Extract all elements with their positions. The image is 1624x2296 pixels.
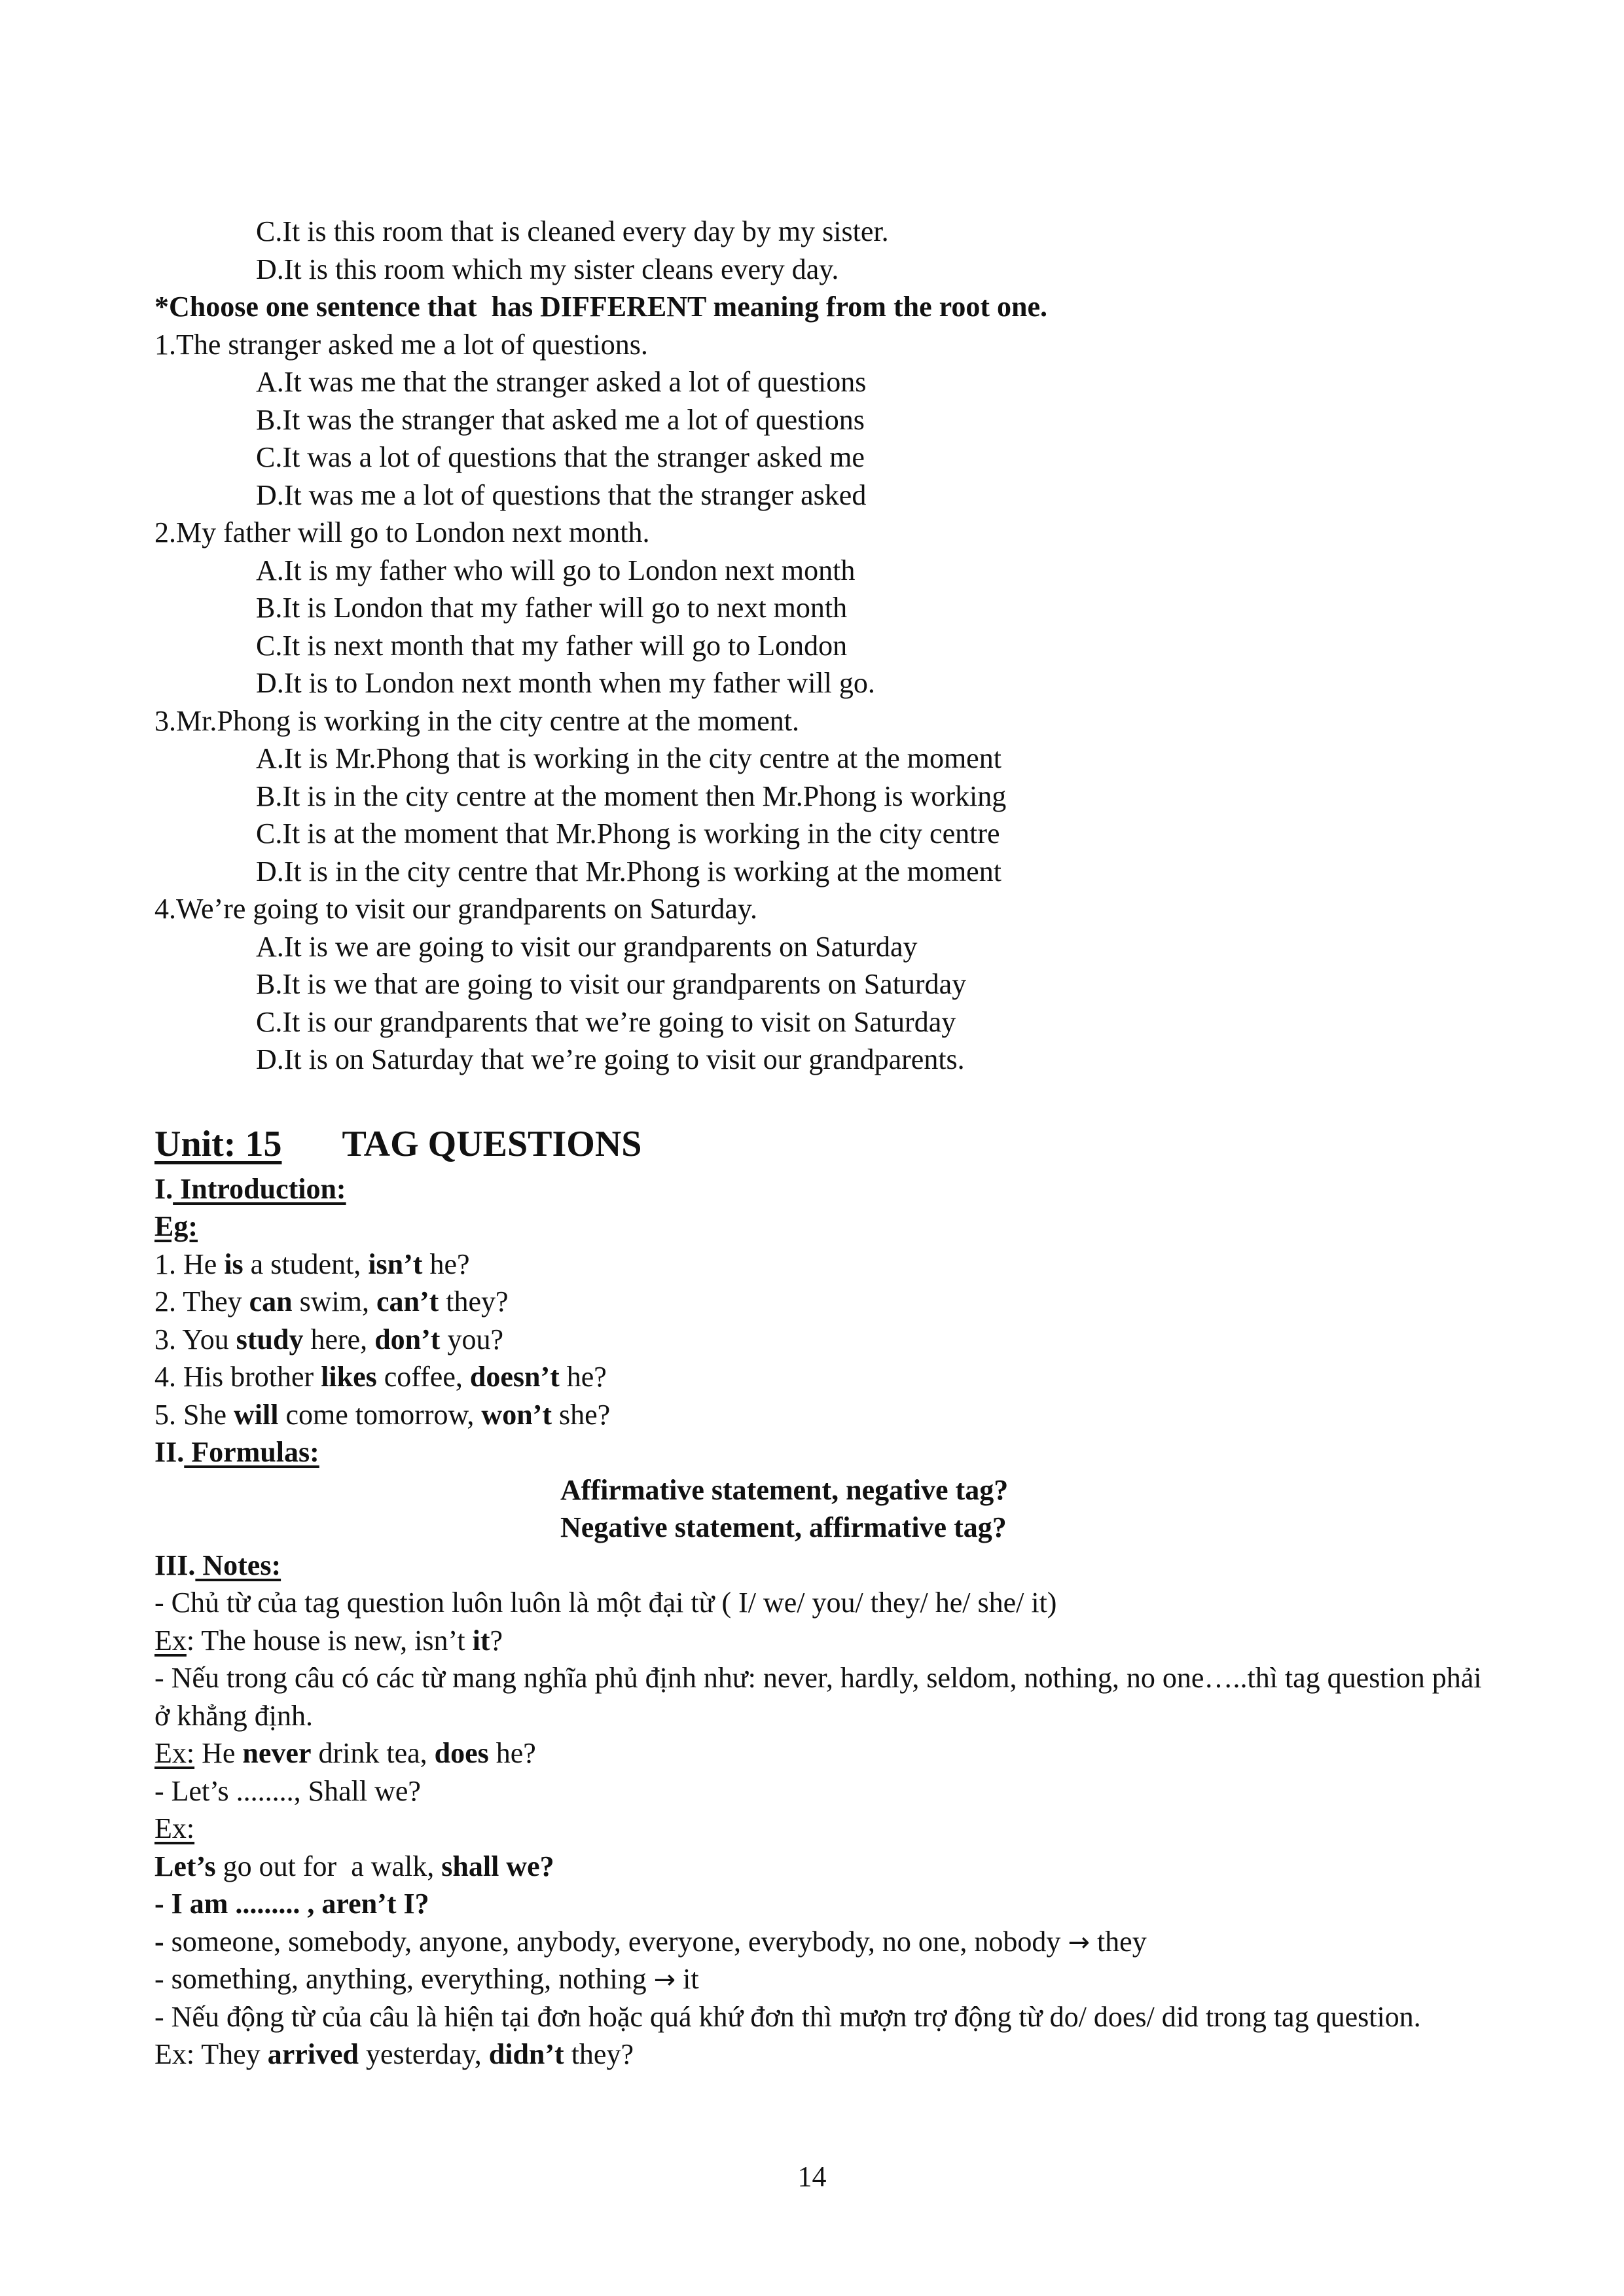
- option-c: C.It is our grandparents that we’re going to visit on Saturday: [256, 1005, 956, 1038]
- question-2: [154, 514, 1496, 702]
- document-page: [154, 213, 1496, 2073]
- right-arrow-icon: →: [653, 1965, 676, 1995]
- question-stem: 3.Mr.Phong is working in the city centre at the moment.: [154, 704, 799, 737]
- option-a: A.It is Mr.Phong that is working in the city centre at the moment: [256, 742, 1001, 774]
- different-meaning-instruction: *Choose one sentence that has DIFFERENT meaning from the root one.: [154, 291, 1047, 323]
- unit-title: TAG QUESTIONS: [342, 1123, 642, 1164]
- question-stem: 4.We’re going to visit our grandparents on Saturday.: [154, 893, 758, 925]
- question-stem: 1.The stranger asked me a lot of questions.: [154, 328, 648, 361]
- heading-text: Introduction:: [173, 1172, 346, 1205]
- option-c: C.It was a lot of questions that the stranger asked me: [256, 441, 865, 473]
- unit-label: Unit: 15: [154, 1123, 282, 1164]
- option-d: D.It is to London next month when my father will go.: [256, 667, 875, 699]
- option-b: B.It is London that my father will go to next month: [256, 592, 848, 624]
- question-stem: 2.My father will go to London next month.: [154, 516, 650, 548]
- notes-heading: [154, 1547, 1496, 1585]
- note-example-3-label: Ex:: [154, 1812, 195, 1844]
- note-example-3: Let’s go out for a walk, shall we?: [154, 1850, 554, 1882]
- question-1: [154, 326, 1496, 514]
- prev-option-d: D.It is this room which my sister cleans every day.: [256, 253, 839, 285]
- heading-number: III.: [154, 1549, 196, 1581]
- option-d: D.It was me a lot of questions that the stranger asked: [256, 478, 867, 511]
- note-auxiliary-do: - Nếu động từ của câu là hiện tại đơn hoặc quá khứ đơn thì mượn trợ động từ do/ does/ did trong tag question.: [154, 2000, 1421, 2033]
- eg-label: Eg:: [154, 1210, 198, 1242]
- option-c: C.It is at the moment that Mr.Phong is working in the city centre: [256, 817, 1000, 850]
- right-arrow-icon: →: [1068, 1927, 1090, 1958]
- note-example-2: Ex: He never drink tea, does he?: [154, 1737, 536, 1769]
- note-lets: - Let’s ........, Shall we?: [154, 1774, 421, 1807]
- option-a: A.It was me that the stranger asked a lot of questions: [256, 366, 867, 398]
- example-4: 4. His brother likes coffee, doesn’t he?: [154, 1361, 607, 1393]
- prev-option-c: C.It is this room that is cleaned every day by my sister.: [256, 215, 889, 247]
- heading-number: I.: [154, 1172, 173, 1205]
- heading-text: Notes:: [195, 1549, 281, 1581]
- option-a: A.It is my father who will go to London next month: [256, 554, 856, 586]
- note-i-am: - I am ......... , aren’t I?: [154, 1888, 429, 1920]
- option-b: B.It is in the city centre at the moment then Mr.Phong is working: [256, 780, 1007, 812]
- unit-heading: [154, 1118, 1496, 1170]
- page-number: 14: [797, 2161, 827, 2193]
- option-b: B.It is we that are going to visit our grandparents on Saturday: [256, 968, 967, 1000]
- question-4: [154, 890, 1496, 1079]
- note-indefinite-things: - something, anything, everything, nothing → it: [154, 1963, 699, 1995]
- note-example-4: Ex: They arrived yesterday, didn’t they?: [154, 2038, 634, 2070]
- formula-negative: Negative statement, affirmative tag?: [560, 1511, 1007, 1543]
- note-negative-words: - Nếu trong câu có các từ mang nghĩa phủ định như: never, hardly, seldom, nothing, no one…..thì tag question phải ở khẳng định.: [154, 1662, 1482, 1732]
- option-c: C.It is next month that my father will go to London: [256, 629, 848, 662]
- option-d: D.It is on Saturday that we’re going to visit our grandparents.: [256, 1043, 965, 1075]
- heading-text: Formulas:: [184, 1436, 319, 1468]
- note-indefinite-people: - someone, somebody, anyone, anybody, everyone, everybody, no one, nobody → they: [154, 1925, 1147, 1958]
- question-3: [154, 702, 1496, 891]
- option-d: D.It is in the city centre that Mr.Phong is working at the moment: [256, 855, 1001, 888]
- example-1: 1. He is a student, isn’t he?: [154, 1247, 470, 1280]
- introduction-heading: [154, 1170, 1496, 1208]
- option-b: B.It was the stranger that asked me a lot of questions: [256, 403, 865, 436]
- option-a: A.It is we are going to visit our grandparents on Saturday: [256, 930, 918, 963]
- formula-affirmative: Affirmative statement, negative tag?: [560, 1473, 1009, 1506]
- note-example-1: Ex: The house is new, isn’t it?: [154, 1624, 503, 1657]
- example-3: 3. You study here, don’t you?: [154, 1323, 503, 1355]
- note-subject-pronoun: - Chủ từ của tag question luôn luôn là một đại từ ( I/ we/ you/ they/ he/ she/ it): [154, 1587, 1057, 1619]
- example-2: 2. They can swim, can’t they?: [154, 1285, 509, 1318]
- formulas-heading: [154, 1433, 1496, 1471]
- heading-number: II.: [154, 1436, 185, 1468]
- example-5: 5. She will come tomorrow, won’t she?: [154, 1398, 611, 1431]
